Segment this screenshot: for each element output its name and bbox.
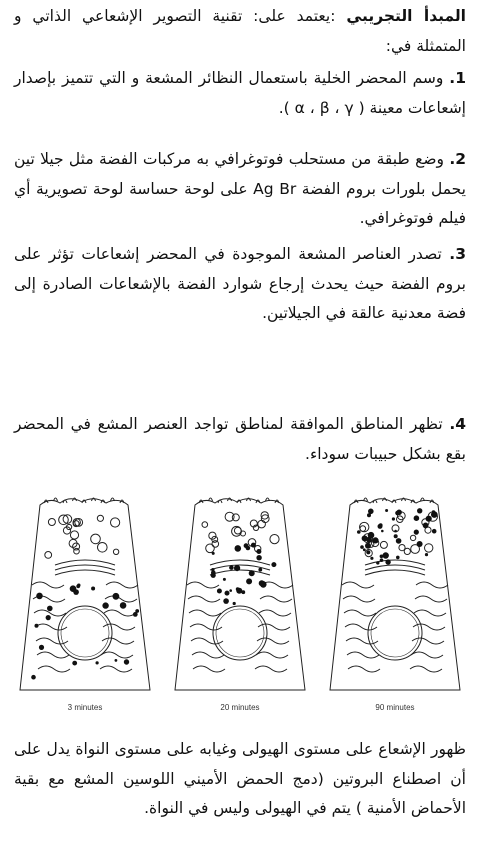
rough-er — [343, 596, 375, 602]
silver-grain — [365, 543, 371, 549]
cell-diagram-3-minutes — [10, 485, 160, 720]
silver-grain — [223, 598, 229, 604]
golgi-stack — [210, 560, 270, 565]
rough-er — [260, 596, 292, 602]
silver-grain — [367, 513, 371, 517]
nucleus — [368, 606, 422, 660]
silver-grain — [372, 537, 378, 543]
step-2-text: وضع طبقة من مستحلب فوتوغرافي به مركبات الفضة مثل جيلا تين يحمل بلورات بروم الفضة Ag Br على لوحة حساسة لوحة تصويرية أي فيلم فوتوغرافي. — [14, 150, 466, 227]
rough-er — [255, 666, 287, 672]
cell-diagram-20-minutes — [165, 485, 315, 720]
golgi-stack — [365, 570, 425, 575]
silver-grain — [235, 545, 242, 552]
silver-grain — [425, 553, 428, 556]
nuclear-envelope — [216, 609, 264, 657]
cell-outline-group — [175, 498, 305, 690]
rough-er — [411, 652, 443, 658]
vesicle — [97, 515, 103, 521]
caption-20-minutes: 20 minutes — [220, 703, 260, 712]
rough-er — [37, 652, 69, 658]
silver-grain — [234, 565, 240, 571]
silver-grain — [381, 530, 384, 533]
vesicle — [202, 522, 208, 528]
silver-grain — [357, 530, 361, 534]
nuclear-envelope — [371, 609, 419, 657]
conclusion-text: ظهور الإشعاع على مستوى الهيولى وغيابه على مستوى النواة يدل على أن اصطناع البروتين (دمج الحمض الأميني اللوسين المشع مع بقية الأحماض الأمنية ) يتم في الهيولى وليس في النواة. — [14, 740, 466, 817]
silver-grain — [394, 534, 398, 538]
rough-er — [259, 610, 291, 616]
silver-grain — [396, 510, 402, 516]
silver-grain — [233, 602, 236, 605]
vesicle — [270, 535, 279, 544]
golgi-stack — [55, 560, 115, 565]
vesicle — [232, 514, 239, 521]
silver-grain — [383, 552, 389, 558]
vesicle — [70, 531, 78, 539]
silver-grain — [417, 508, 422, 513]
silver-grain — [124, 659, 129, 664]
rough-er — [104, 610, 136, 616]
silver-grain — [212, 552, 215, 555]
silver-grain — [31, 675, 36, 680]
silver-grain — [91, 587, 95, 591]
silver-grain — [362, 535, 368, 541]
vesicle — [234, 527, 241, 534]
silver-grain — [35, 624, 39, 628]
rough-er — [101, 652, 133, 658]
silver-grain — [236, 587, 240, 591]
vesicle — [410, 535, 415, 540]
silver-grain — [256, 555, 261, 560]
silver-grain — [36, 593, 43, 600]
silver-grain — [73, 589, 79, 595]
silver-grain — [366, 550, 370, 554]
nucleus — [58, 606, 112, 660]
step-2-number: 2. — [449, 150, 466, 168]
silver-grain — [115, 659, 118, 662]
silver-grain — [260, 581, 267, 588]
silver-grain — [385, 509, 388, 512]
rough-er — [416, 582, 448, 588]
step-4-text: تظهر المناطق الموافقة لمناطق تواجد العنصر المشع في المحضر بقع بشكل حبيبات سوداء. — [14, 415, 466, 463]
vesicle — [380, 541, 387, 548]
nucleus — [213, 606, 267, 660]
vesicle — [206, 544, 215, 553]
rough-er — [192, 652, 224, 658]
cell-membrane — [330, 499, 460, 690]
silver-grain — [46, 615, 51, 620]
silver-grain — [244, 543, 249, 548]
silver-grain — [246, 578, 252, 584]
step-1-text: وسم المحضر الخلية باستعمال النظائر المشعة و التي تتميز بإصدار إشعاعات معينة ( α ، β ، γ ). — [14, 69, 466, 117]
conclusion-paragraph — [14, 735, 466, 824]
rough-er — [188, 596, 220, 602]
vesicle — [98, 543, 108, 553]
silver-grain — [363, 548, 366, 551]
rough-er — [410, 666, 442, 672]
silver-grain — [72, 661, 77, 666]
silver-grain — [102, 602, 108, 608]
silver-grain — [370, 557, 373, 560]
rough-er — [344, 610, 376, 616]
silver-grain — [47, 606, 53, 612]
caption-90-minutes: 90 minutes — [375, 703, 415, 712]
silver-grain — [229, 565, 234, 570]
silver-grain — [414, 530, 419, 535]
golgi-stack — [55, 565, 115, 570]
silver-grain — [241, 590, 245, 594]
silver-grain — [39, 645, 44, 650]
silver-grain — [229, 589, 232, 592]
vesicle — [399, 545, 405, 551]
cell-drawing-1 — [10, 485, 160, 700]
rough-er — [414, 610, 446, 616]
caption-3-minutes: 3 minutes — [67, 703, 103, 712]
vesicle — [111, 518, 120, 527]
rough-er — [106, 582, 138, 588]
silver-grain — [378, 524, 383, 529]
silver-grain — [225, 591, 230, 596]
silver-grain — [217, 589, 222, 594]
golgi-stack — [55, 570, 115, 575]
vesicle — [45, 552, 52, 559]
silver-grain — [432, 510, 435, 513]
vesicle — [212, 541, 219, 548]
step-3-text: تصدر العناصر المشعة الموجودة في المحضر إشعاعات تؤثر على بروم الفضة حيث يحدث إرجاع شوارد الفضة بالإشعاعات الصادرة إلى فضة معدنية عالقة في الجيلاتين. — [14, 245, 466, 322]
step-1-paragraph — [14, 64, 466, 123]
rough-er — [348, 666, 380, 672]
silver-grain — [96, 661, 99, 664]
autoradiography-figure — [8, 485, 472, 725]
silver-grain — [426, 516, 432, 522]
golgi-stack — [365, 565, 425, 570]
cell-drawing-2 — [165, 485, 315, 700]
silver-grain — [223, 578, 226, 581]
silver-grain — [414, 515, 420, 521]
silver-grain — [360, 545, 364, 549]
silver-grain — [432, 529, 437, 534]
silver-grain — [120, 602, 127, 609]
silver-grain — [271, 562, 276, 567]
step-3-paragraph — [14, 240, 466, 329]
step-4-number: 4. — [449, 415, 466, 433]
silver-grain — [376, 561, 379, 564]
rough-er — [105, 596, 137, 602]
silver-grain — [423, 523, 429, 529]
rough-er — [189, 610, 221, 616]
silver-grain — [113, 593, 120, 600]
cell-outline-group — [330, 498, 460, 690]
silver-grain — [387, 562, 389, 564]
rough-er — [256, 652, 288, 658]
silver-grain — [380, 558, 384, 562]
golgi-stack — [365, 560, 425, 565]
rough-er — [32, 582, 64, 588]
intro-heading: المبدأ التجريبي — [346, 7, 466, 25]
rough-er — [100, 666, 132, 672]
silver-grain — [249, 570, 255, 576]
silver-grain — [76, 584, 80, 588]
step-3-number: 3. — [449, 245, 466, 263]
rough-er — [187, 582, 219, 588]
rough-er — [415, 596, 447, 602]
silver-grain — [392, 517, 395, 520]
rough-er — [342, 582, 374, 588]
vesicle — [48, 519, 55, 526]
silver-grain — [396, 556, 400, 560]
silver-grain — [396, 538, 402, 544]
step-4-paragraph — [14, 410, 466, 469]
vesicle — [113, 549, 118, 554]
silver-grain — [258, 568, 262, 572]
rough-er — [347, 652, 379, 658]
silver-grain — [133, 612, 138, 617]
silver-grain — [417, 541, 423, 547]
cell-drawing-3 — [320, 485, 470, 700]
intro-text: :يعتمد على: تقنية التصوير الإشعاعي الذاتي و المتمثلة في: — [14, 7, 466, 55]
silver-grain — [394, 530, 397, 533]
step-2-paragraph — [14, 145, 466, 234]
nuclear-envelope — [61, 609, 109, 657]
cell-diagram-90-minutes — [320, 485, 470, 720]
silver-grain — [251, 543, 256, 548]
step-1-number: 1. — [449, 69, 466, 87]
vesicle — [360, 526, 366, 532]
intro-paragraph — [14, 2, 466, 61]
vesicle — [91, 534, 101, 544]
rough-er — [38, 666, 70, 672]
silver-grain — [256, 549, 261, 554]
rough-er — [193, 666, 225, 672]
vesicle — [425, 544, 433, 552]
silver-grain — [211, 571, 216, 576]
